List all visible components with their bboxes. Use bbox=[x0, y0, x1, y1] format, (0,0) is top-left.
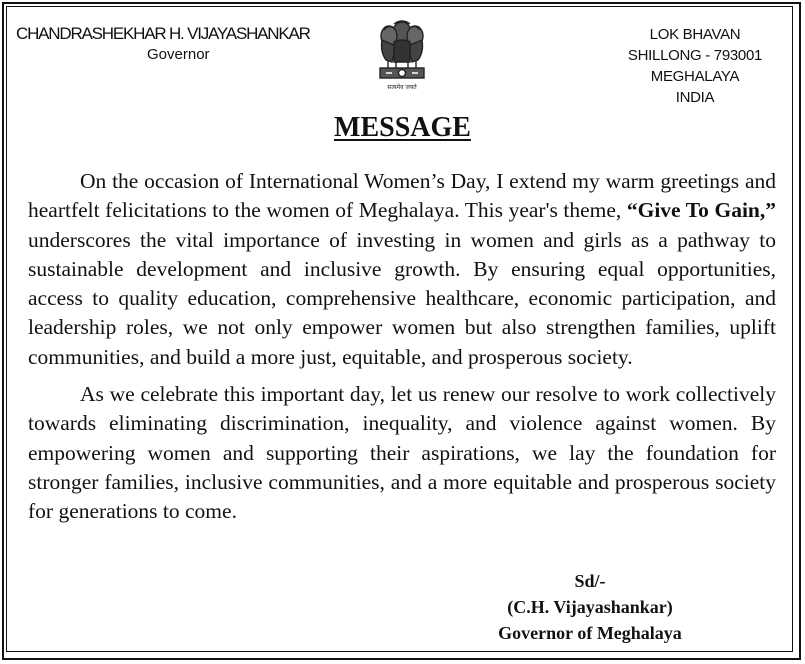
message-paragraph: As we celebrate this important day, let us renew our resolve to work collectively towards eliminating discrimination, inequality, and violence against women. By empowering women and supporting their aspirations, we lay the foundation for stronger families, inclusive communities, and a more equitable and prosperous society for generations to come. bbox=[28, 382, 776, 524]
address-line: LOK BHAVAN bbox=[649, 26, 741, 43]
address-line: INDIA bbox=[675, 89, 715, 106]
address-block bbox=[600, 24, 790, 108]
svg-text:सत्यमेव जयते: सत्यमेव जयते bbox=[387, 84, 417, 91]
sender-block bbox=[16, 24, 310, 64]
address-line: MEGHALAYA bbox=[650, 68, 740, 85]
sender-name: CHANDRASHEKHAR H. VIJAYASHANKAR bbox=[16, 24, 310, 43]
state-emblem-icon bbox=[372, 16, 432, 96]
theme-text: “Give To Gain,” bbox=[626, 198, 776, 223]
message-body bbox=[28, 167, 776, 527]
signatory-designation: Governor of Meghalaya bbox=[498, 623, 682, 643]
signatory-name: (C.H. Vijayashankar) bbox=[507, 597, 673, 617]
signature-sd: Sd/- bbox=[574, 571, 606, 591]
address-line: SHILLONG - 793001 bbox=[627, 47, 763, 64]
page-title: MESSAGE bbox=[334, 112, 471, 143]
paragraph-text: underscores the vital importance of investing in women and girls as a pathway to sustainable development and inclusive growth. By ensuring equal opportunities, access to quality education, comprehensive healthcare, economic participation, and leadership roles, we not only empower women but also strengthen families, uplift communities, and build a more just, equitable, and prosperous society. bbox=[28, 227, 776, 369]
sender-title: Governor bbox=[147, 46, 210, 63]
paragraph-text: On the occasion of International Women’s Day, I extend my warm greetings and heartfelt felicitations to the women of Meghalaya. This year's theme, bbox=[28, 169, 776, 223]
signature-block bbox=[440, 568, 740, 646]
message-paragraph bbox=[28, 167, 776, 372]
